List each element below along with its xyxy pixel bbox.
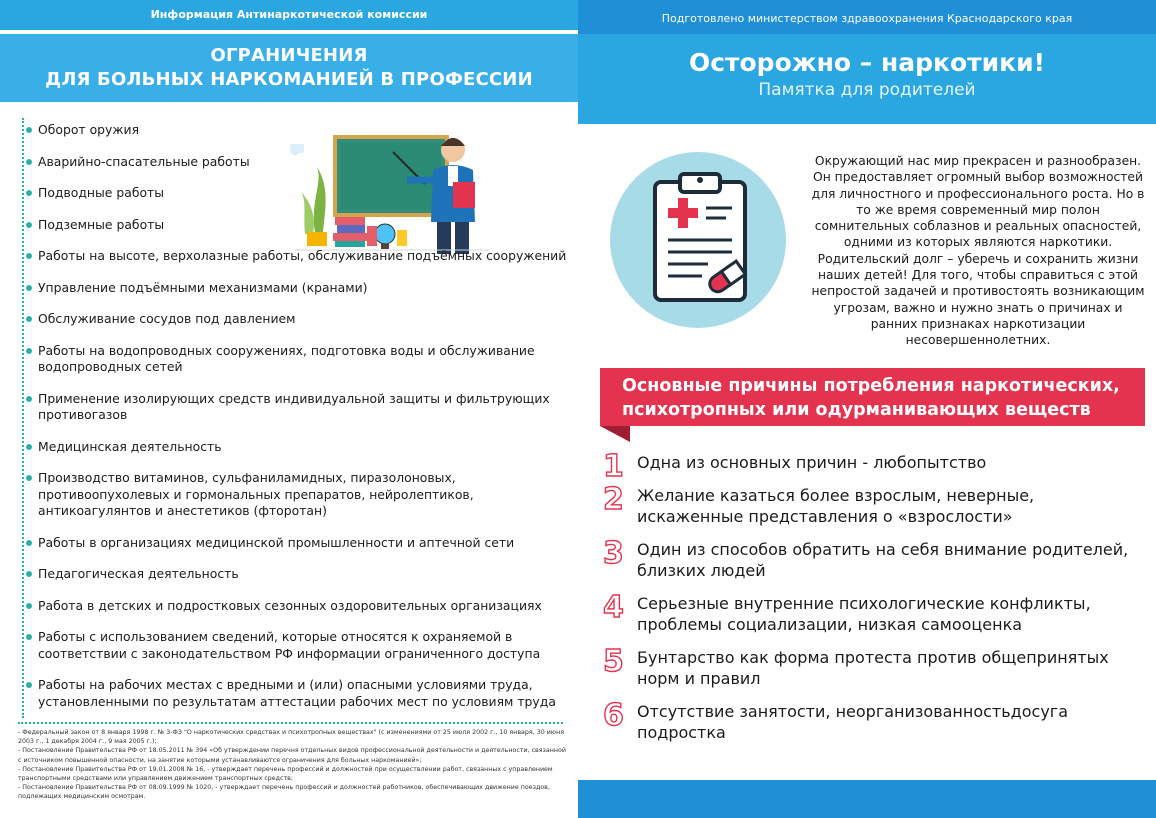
list-item: Обслуживание сосудов под давлением <box>38 311 567 328</box>
list-item: Производство витаминов, сульфаниламидных, пиразолоновых, противоопухолевых и гормональных препаратов, нейролептиков, антикоагулянтов и анестетиков (фторотан) <box>38 470 567 520</box>
list-item <box>603 536 1143 581</box>
footnote-divider <box>18 722 563 724</box>
bottom-bar <box>578 780 1156 818</box>
list-item: Оборот оружия <box>38 122 567 139</box>
cause-number: 5 <box>603 644 624 679</box>
medical-clipboard-icon <box>608 150 788 330</box>
cause-text: Желание казаться более взрослым, неверные, искаженные представления о «взрослости» <box>637 486 1035 526</box>
list-item: Медицинская деятельность <box>38 439 567 456</box>
list-item: Работы на высоте, верхолазные работы, обслуживание подъёмных сооружений <box>38 248 567 263</box>
banner-fold <box>600 426 630 442</box>
list-item <box>603 482 1143 527</box>
list-item: Педагогическая деятельность <box>38 566 567 583</box>
cause-number: 1 <box>603 449 624 484</box>
right-header: Подготовлено министерством здравоохранения Краснодарского края <box>578 0 1156 34</box>
list-item: Работа в детских и подростковых сезонных оздоровительных организациях <box>38 598 567 615</box>
causes-banner-line2: психотропных или одурманивающих веществ <box>622 400 1091 420</box>
left-header: Информация Антинаркотической комиссии <box>0 0 578 30</box>
list-item: Управление подъёмными механизмами (кранами) <box>38 280 567 297</box>
right-title: Осторожно – наркотики! <box>688 48 1046 77</box>
list-item <box>603 590 1143 635</box>
cause-text: Бунтарство как форма протеста против общепринятых норм и правил <box>637 648 1109 688</box>
footnote: - Постановление Правительства РФ от 19.01.2008 № 16, - утверждает перечень профессий и должностей при осуществлении работ, связанных с управлением транспортными средствами или управлением движением транспортных средств; <box>18 765 553 783</box>
footnote: - Постановление Правительства РФ от 08.09.1999 № 1020, - утверждает перечень профессий и должностей работников, обеспечивающих движение поездов, подлежащих медицинским осмотрам. <box>18 784 550 801</box>
cause-number: 6 <box>603 698 624 733</box>
list-item: Работы на водопроводных сооружениях, подготовка воды и обслуживание водопроводных сетей <box>38 343 567 376</box>
left-title-line1: ОГРАНИЧЕНИЯ <box>210 45 368 66</box>
list-item: Подводные работы <box>38 185 567 202</box>
cause-text: Одна из основных причин - любопытство <box>637 453 987 472</box>
restrictions-list <box>22 118 567 718</box>
list-item: Работы с использованием сведений, которые относятся к охраняемой в соответствии с законодательством РФ информации ограниченного доступа <box>38 629 567 662</box>
footnote: - Постановление Правительства РФ от 18.05.2011 № 394 «Об утверждении перечня отдельных видов профессиональной деятельности и деятельности, связанной с источником повышенной опасности, на занятие которыми устанавливаются ограничения для больных наркоманией»; <box>18 747 566 764</box>
list-item <box>603 644 1143 689</box>
footnote: - Федеральный закон от 8 января 1998 г. № 3-ФЗ "О наркотических средствах и психотропных веществах" (с изменениями от 25 июля 2002 г., 10 января, 30 июня 2003 г., 1 декабря 2004 г., 9 мая 2005 г.); <box>18 729 565 746</box>
intro-text: Окружающий нас мир прекрасен и разнообразен. Он предоставляет огромный выбор возможностей для личностного и профессионального роста. Но в то же время современный мир полон сомнительных соблазнов и реальных опасностей, одними из которых являются наркотики. Родительский долг – уберечь и сохранить жизни наших детей! Для того, чтобы справиться с этой непростой задачей и противостоять возникающим угрозам, важно и нужно знать о причинах и ранних признаках наркотизации несовершеннолетних. <box>811 154 1145 348</box>
list-item <box>603 698 1143 743</box>
cause-text: Один из способов обратить на себя внимание родителей, близких людей <box>637 540 1129 580</box>
list-item: Подземные работы <box>38 217 567 234</box>
right-panel <box>578 0 1156 818</box>
list-item <box>603 449 1143 484</box>
causes-list <box>603 449 1143 743</box>
right-titlebar <box>578 34 1156 124</box>
right-subtitle: Памятка для родителей <box>758 80 976 100</box>
causes-banner <box>600 368 1145 426</box>
list-item: Применение изолирующих средств индивидуальной защиты и фильтрующих противогазов <box>38 391 567 424</box>
causes-banner-line1: Основные причины потребления наркотических, <box>622 376 1120 396</box>
footnotes <box>18 728 566 802</box>
list-item: Аварийно-спасательные работы <box>38 154 567 171</box>
list-item: Работы на рабочих местах с вредными и (или) опасными условиями труда, установленными по результатам аттестации рабочих мест по условиям труда <box>38 677 567 710</box>
cause-number: 4 <box>603 590 624 625</box>
list-item: Работы в организациях медицинской промышленности и аптечной сети <box>38 535 567 552</box>
left-title-line2: ДЛЯ БОЛЬНЫХ НАРКОМАНИЕЙ В ПРОФЕССИИ <box>45 69 533 90</box>
cause-number: 2 <box>603 482 624 517</box>
cause-number: 3 <box>603 536 624 571</box>
cause-text: Серьезные внутренние психологические конфликты, проблемы социализации, низкая самооценка <box>637 594 1091 634</box>
cause-text: Отсутствие занятости, неорганизованностьдосуга подростка <box>637 702 1069 742</box>
left-title <box>0 34 578 102</box>
